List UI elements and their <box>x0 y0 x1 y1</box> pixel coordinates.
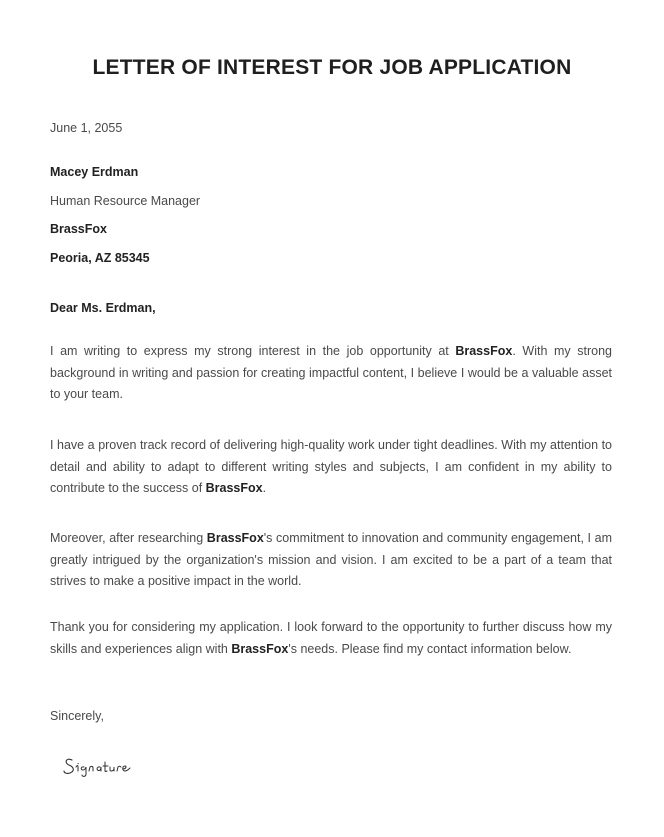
paragraph-text: . <box>262 481 267 495</box>
body-paragraph-4 <box>50 617 612 660</box>
company-name: BrassFox <box>205 481 263 495</box>
signature-image <box>62 752 152 778</box>
body-paragraph-3 <box>50 528 612 593</box>
closing: Sincerely, <box>50 709 104 723</box>
salutation: Dear Ms. Erdman, <box>50 301 156 315</box>
paragraph-text: . With my strong background in writing and passion for creating impactful content, I believe I would be a valuable asset to your team. <box>50 344 612 401</box>
paragraph-text: Thank you for considering my application. I look forward to the opportunity to further discuss how my skills and experiences align with <box>50 620 612 656</box>
recipient-name: Macey Erdman <box>50 165 139 179</box>
letter-date: June 1, 2055 <box>50 121 123 135</box>
paragraph-text: Moreover, after researching <box>50 531 207 545</box>
paragraph-text: 's commitment to innovation and community engagement, I am greatly intrigued by the organization's mission and vision. I am excited to be a part of a team that strives to make a positive impact in the world. <box>50 531 613 588</box>
recipient-address: Peoria, AZ 85345 <box>50 251 150 265</box>
company-name: BrassFox <box>206 531 264 545</box>
paragraph-text: I am writing to express my strong interest in the job opportunity at <box>50 344 456 358</box>
paragraph-text: 's needs. Please find my contact information below. <box>288 641 572 656</box>
body-paragraph-1 <box>50 341 612 406</box>
body-paragraph-2 <box>50 435 612 500</box>
paragraph-text: I have a proven track record of delivering high-quality work under tight deadlines. With my attention to detail and ability to adapt to different writing styles and subjects, I am confident in my ability to contribute to the success of <box>50 438 612 495</box>
company-name: BrassFox <box>455 344 513 358</box>
recipient-company: BrassFox <box>50 222 107 236</box>
letter-title: LETTER OF INTEREST FOR JOB APPLICATION <box>92 56 572 79</box>
company-name: BrassFox <box>231 641 289 656</box>
recipient-position: Human Resource Manager <box>50 194 201 208</box>
